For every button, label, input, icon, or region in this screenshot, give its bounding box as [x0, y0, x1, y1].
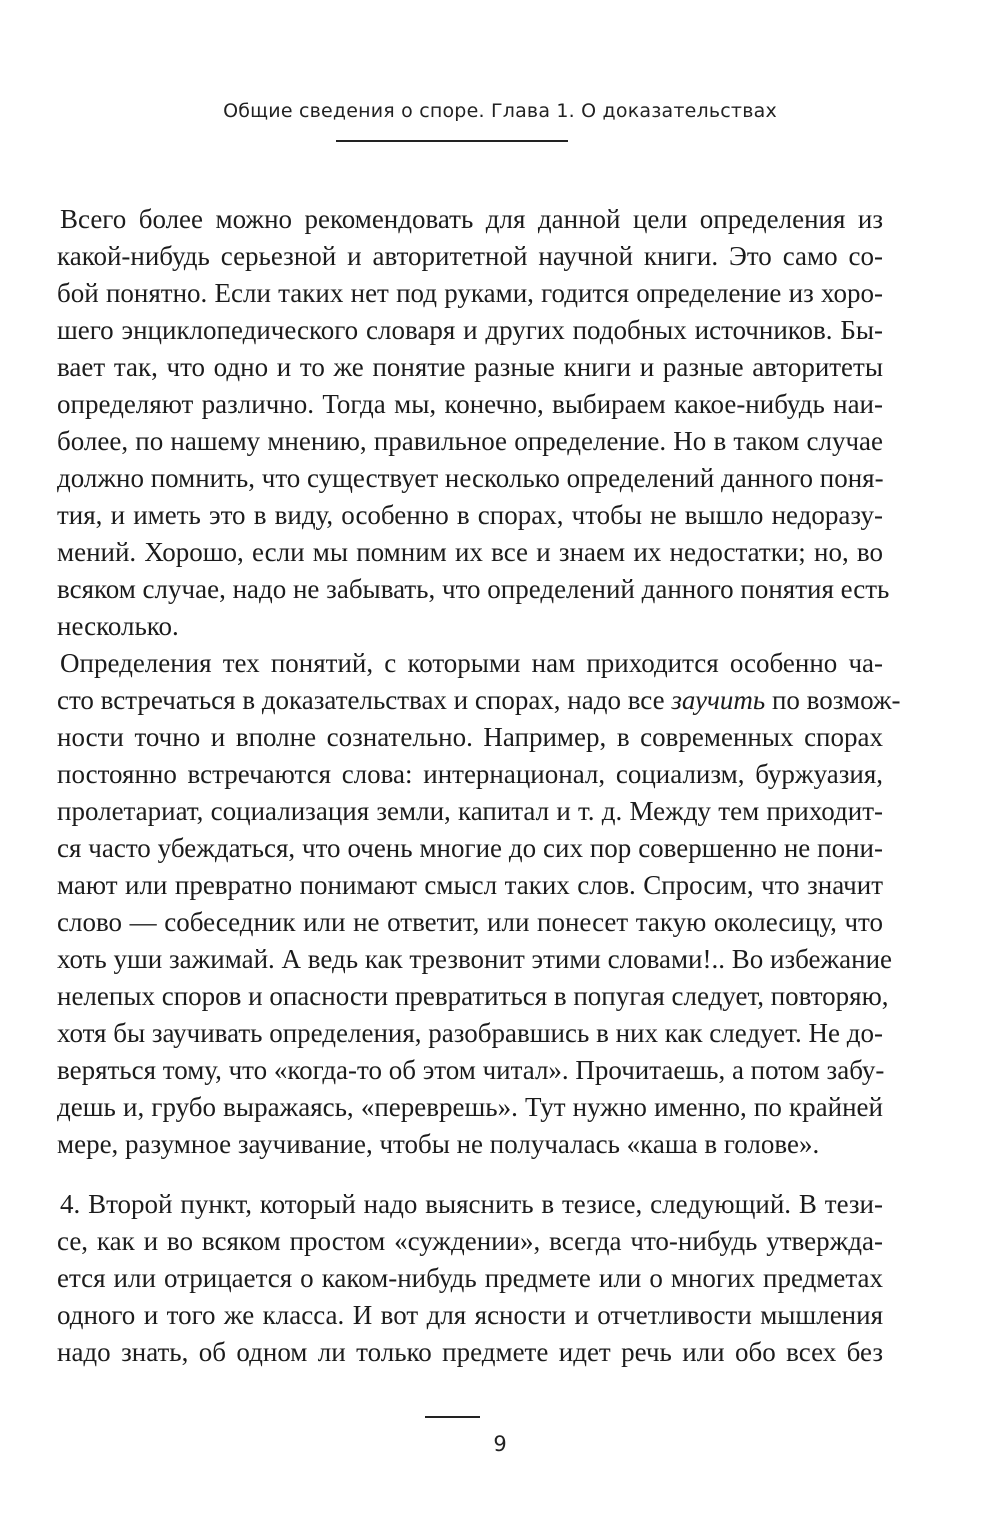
header-rule — [336, 140, 568, 142]
text-line: се, как и во всяком простом «суждении», всегда что-нибудь утвержда- — [57, 1226, 883, 1256]
text-line: сто встречаться в доказательствах и спорах, надо все заучить по возмож- — [57, 685, 901, 715]
text-line: мений. Хорошо, если мы помним их все и знаем их недостатки; но, во — [57, 537, 883, 567]
text-line-with-emphasis — [57, 680, 901, 720]
text-line: ся часто убеждаться, что очень многие до сих пор совершенно не пони- — [57, 833, 883, 863]
text-line: постоянно встречаются слова: интернационал, социализм, буржуазия, — [57, 759, 883, 789]
text-line: определяют различно. Тогда мы, конечно, выбираем какое-нибудь наи- — [57, 389, 883, 419]
text-line: хотя бы заучивать определения, разобравшись в них как следует. Не до- — [57, 1018, 883, 1048]
text-line: несколько. — [57, 611, 179, 641]
text-line: Всего более можно рекомендовать для данной цели определения из — [60, 204, 883, 234]
page-number: 9 — [493, 1432, 507, 1456]
text-line: пролетариат, социализация земли, капитал и т. д. Между тем приходит- — [57, 796, 883, 826]
text-line: вает так, что одно и то же понятие разные книги и разные авторитеты — [57, 352, 883, 382]
text-line: мере, разумное заучивание, чтобы не получалась «каша в голове». — [57, 1129, 820, 1159]
text-line: шего энциклопедического словаря и других подобных источников. Бы- — [57, 315, 883, 345]
text-line: тия, и иметь это в виду, особенно в спорах, чтобы не вышло недоразу- — [57, 500, 883, 530]
text-line: ности точно и вполне сознательно. Например, в современных спорах — [57, 722, 883, 752]
text-line: надо знать, об одном ли только предмете идет речь или обо всех без — [57, 1337, 883, 1367]
text-line: дешь и, грубо выражаясь, «переврешь». Тут нужно именно, по крайней — [57, 1092, 883, 1122]
text-line: слово — собеседник или не ответит, или понесет такую околесицу, что — [57, 907, 883, 937]
text-line: нелепых споров и опасности превратиться в попугая следует, повторяю, — [57, 981, 889, 1011]
footer-rule — [425, 1416, 480, 1418]
text-line: одного и того же класса. И вот для ясности и отчетливости мышления — [57, 1300, 883, 1330]
running-title: Общие сведения о споре. Глава 1. О доказательствах — [223, 100, 777, 122]
text-line: какой-нибудь серьезной и авторитетной научной книги. Это само со- — [57, 241, 883, 271]
text-line: бой понятно. Если таких нет под руками, годится определение из хоро- — [57, 278, 883, 308]
text-line: хоть уши зажимай. А ведь как трезвонит этими словами!.. Во избежание — [57, 944, 892, 974]
text-line: Определения тех понятий, с которыми нам приходится особенно ча- — [60, 648, 883, 678]
text-line: всяком случае, надо не забывать, что определений данного понятия есть — [57, 574, 890, 604]
text-line: веряться тому, что «когда-то об этом читал». Прочитаешь, а потом забу- — [57, 1055, 885, 1085]
section-4-first-line: 4. Второй пункт, который надо выяснить в тезисе, следующий. В тези- — [60, 1189, 883, 1219]
text-line: ется или отрицается о каком-нибудь предмете или о многих предметах — [57, 1263, 883, 1293]
text-line: мают или превратно понимают смысл таких слов. Спросим, что значит — [57, 870, 883, 900]
text-line: более, по нашему мнению, правильное определение. Но в таком случае — [57, 426, 883, 456]
emphasis: заучить — [671, 685, 766, 715]
text-line: должно помнить, что существует несколько определений данного поня- — [57, 463, 884, 493]
